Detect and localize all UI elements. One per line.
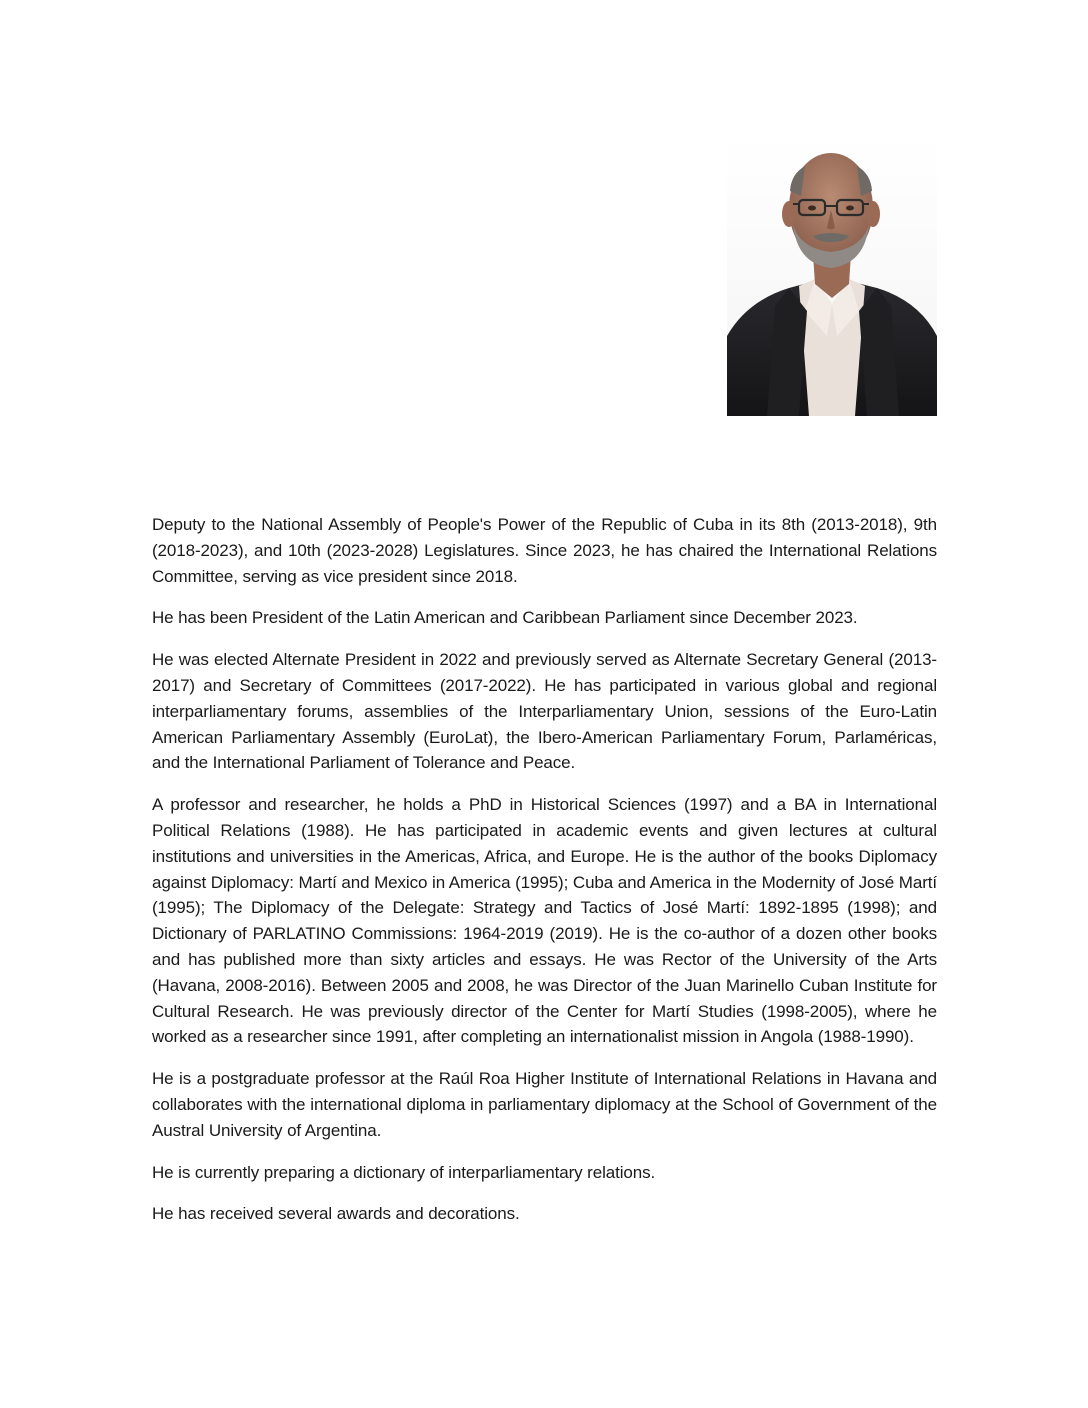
bio-paragraph-postgraduate: He is a postgraduate professor at the Raúl Roa Higher Institute of International Relations in Havana and collaborates with the international diploma in parliamentary diplomacy at the School of Government of the Austral University of Argentina. (152, 1069, 937, 1140)
bio-paragraph-parlatino-roles: He was elected Alternate President in 2022 and previously served as Alternate Secretary General (2013-2017) and Secretary of Committees (2017-2022). He has participated in various global and regional interparliamentary forums, assemblies of the Interparliamentary Union, sessions of the Euro-Latin American Parliamentary Assembly (EuroLat), the Ibero-American Parliamentary Forum, Parlaméricas, and the International Parliament of Tolerance and Peace. (152, 650, 937, 773)
bio-paragraph-dictionary: He is currently preparing a dictionary of interparliamentary relations. (152, 1162, 656, 1182)
bio-paragraph-legislatures: Deputy to the National Assembly of People's Power of the Republic of Cuba in its 8th (2013-2018), 9th (2018-2023), and 10th (2023-2028) Legislatures. Since 2023, he has chaired the International Relations Committee, serving as vice president since 2018. (152, 515, 937, 586)
portrait-photo (727, 136, 937, 416)
bio-paragraph-awards: He has received several awards and decorations. (152, 1204, 520, 1224)
bio-paragraph-parlatino-president: He has been President of the Latin American and Caribbean Parliament since December 2023. (152, 608, 858, 628)
bio-paragraph-academic-career: A professor and researcher, he holds a PhD in Historical Sciences (1997) and a BA in International Political Relations (1988). He has participated in academic events and given lectures at cultural institutions and universities in the Americas, Africa, and Europe. He is the author of the books Diplomacy against Diplomacy: Martí and Mexico in America (1995); Cuba and America in the Modernity of José Martí (1995); The Diplomacy of the Delegate: Strategy and Tactics of José Martí: 1892-1895 (1998); and Dictionary of PARLATINO Commissions: 1964-2019 (2019). He is the co-author of a dozen other books and has published more than sixty articles and essays. He was Rector of the University of the Arts (Havana, 2008-2016). Between 2005 and 2008, he was Director of the Juan Marinello Cuban Institute for Cultural Research. He was previously director of the Center for Martí Studies (1998-2005), where he worked as a researcher since 1991, after completing an internationalist mission in Angola (1988-1990). (152, 795, 937, 1047)
biography-text (152, 512, 937, 1243)
